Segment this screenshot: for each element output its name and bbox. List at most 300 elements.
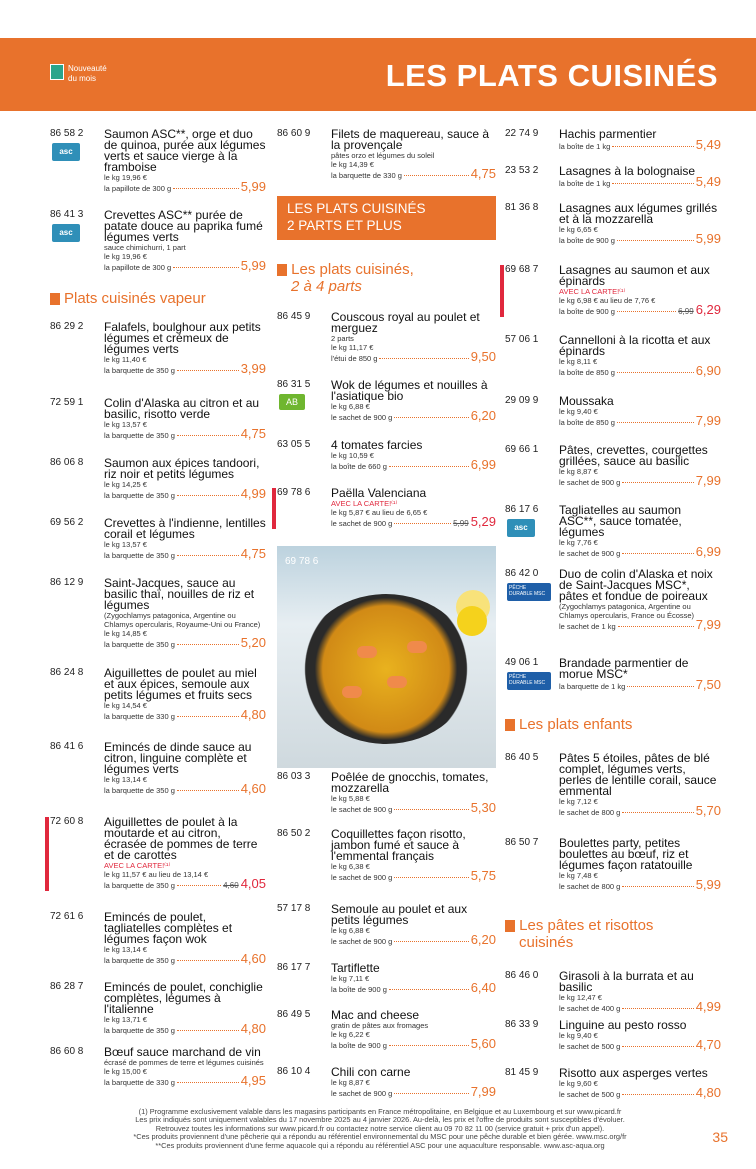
price-line bbox=[104, 635, 266, 650]
price: 5,60 bbox=[470, 1036, 496, 1051]
unit-price: le kg 5,87 € au lieu de 6,65 € bbox=[331, 508, 428, 517]
footer-line: Retrouvez toutes les informations sur www.picard.fr ou contactez notre service client au 09 70 82 11 00 (service gratuit + prix d'un appel). bbox=[155, 1123, 605, 1133]
unit-price: le kg 6,98 € au lieu de 7,76 € bbox=[559, 296, 656, 305]
dotted-leader bbox=[622, 553, 693, 554]
price: 5,49 bbox=[695, 174, 721, 189]
price: 5,30 bbox=[470, 800, 496, 815]
price-line bbox=[104, 258, 266, 273]
dotted-leader bbox=[622, 1008, 693, 1009]
price: 3,99 bbox=[240, 361, 266, 376]
unit-price: le kg 9,60 € bbox=[559, 1079, 598, 1088]
package-size: la papillote de 300 g bbox=[104, 263, 172, 272]
dotted-leader bbox=[177, 370, 239, 371]
product-name: Couscous royal au poulet et merguez bbox=[331, 310, 480, 335]
section-marker-icon bbox=[505, 920, 515, 932]
product-code: 86 49 5 bbox=[277, 1009, 311, 1020]
price: 5,99 bbox=[240, 258, 266, 273]
dotted-leader bbox=[389, 1045, 469, 1046]
product-code: 86 50 7 bbox=[505, 837, 539, 848]
product-description bbox=[104, 398, 266, 440]
product-code: 86 28 7 bbox=[50, 981, 84, 992]
price: 5,49 bbox=[695, 137, 721, 152]
unit-price: le kg 7,48 € bbox=[559, 871, 598, 880]
dotted-leader bbox=[173, 267, 239, 268]
bio-logo-icon: AB bbox=[279, 394, 305, 410]
unit-price: le kg 13,14 € bbox=[104, 775, 147, 784]
dotted-leader bbox=[177, 644, 239, 645]
unit-price: le kg 12,47 € bbox=[559, 993, 602, 1002]
product-description bbox=[559, 335, 721, 377]
product-description bbox=[559, 129, 721, 151]
product-description bbox=[104, 817, 266, 891]
dotted-leader bbox=[394, 1093, 468, 1094]
price-line bbox=[331, 1036, 496, 1051]
price: 4,80 bbox=[695, 1085, 721, 1100]
shrimp-icon bbox=[357, 646, 377, 658]
product-description bbox=[331, 312, 496, 363]
package-size: le sachet de 500 g bbox=[559, 1042, 621, 1051]
package-size: la barquette de 350 g bbox=[104, 956, 175, 965]
price-line bbox=[104, 486, 266, 501]
dotted-leader bbox=[622, 812, 693, 813]
product-name: Chili con carne bbox=[331, 1065, 411, 1079]
product-description bbox=[104, 982, 266, 1035]
unit-price: le kg 10,59 € bbox=[331, 451, 374, 460]
band-line-2: 2 PARTS ET PLUS bbox=[287, 218, 402, 233]
product-description bbox=[559, 396, 721, 427]
price-line bbox=[104, 361, 266, 376]
section-marker-icon bbox=[277, 264, 287, 276]
price: 6,99 bbox=[470, 457, 496, 472]
price-line bbox=[104, 707, 266, 722]
unit-price: le kg 14,25 € bbox=[104, 480, 147, 489]
product-code: 86 58 2 bbox=[50, 128, 84, 139]
price-line bbox=[331, 868, 496, 883]
dotted-leader bbox=[394, 523, 451, 524]
product-description bbox=[331, 129, 496, 180]
price-line bbox=[331, 408, 496, 423]
price: 4,60 bbox=[240, 951, 266, 966]
price-line bbox=[559, 803, 721, 818]
dotted-leader bbox=[612, 183, 693, 184]
unit-price: le kg 6,22 € bbox=[331, 1030, 370, 1039]
package-size: la boîte de 1 kg bbox=[559, 142, 611, 151]
product-code: 86 46 0 bbox=[505, 970, 539, 981]
product-code: 69 68 7 bbox=[505, 264, 539, 275]
lemon-icon bbox=[457, 606, 487, 636]
product-description bbox=[559, 1068, 721, 1099]
price-line bbox=[331, 166, 496, 181]
package-size: la boîte de 850 g bbox=[559, 368, 615, 377]
product-description bbox=[331, 963, 496, 994]
dotted-leader bbox=[177, 435, 239, 436]
product-description bbox=[559, 265, 721, 317]
package-size: la barquette de 350 g bbox=[104, 366, 175, 375]
product-description bbox=[559, 971, 721, 1013]
product-name: Pâtes 5 étoiles, pâtes de blé complet, légumes verts, perles de lentille corail, sauce emmental bbox=[559, 751, 717, 798]
package-size: la barquette de 330 g bbox=[104, 1078, 175, 1087]
unit-price: le kg 11,40 € bbox=[104, 355, 147, 364]
product-detail: (Zygochlamys patagonica, Argentine ou Chlamys opercularis, France ou Écosse) bbox=[559, 602, 695, 620]
product-code: 81 45 9 bbox=[505, 1067, 539, 1078]
product-description bbox=[559, 1020, 721, 1051]
price-line bbox=[559, 1037, 721, 1052]
package-size: la barquette de 330 g bbox=[104, 712, 175, 721]
asc-logo-icon: asc bbox=[52, 143, 80, 161]
msc-logo-icon: PÊCHE DURABLE MSC bbox=[507, 672, 551, 690]
package-size: le sachet de 900 g bbox=[331, 805, 393, 814]
shrimp-icon bbox=[387, 676, 407, 688]
product-code: 86 17 6 bbox=[505, 504, 539, 515]
price: 4,80 bbox=[240, 707, 266, 722]
package-size: la barquette de 350 g bbox=[104, 551, 175, 560]
product-name: Moussaka bbox=[559, 394, 614, 408]
unit-price: le kg 6,88 € bbox=[331, 926, 370, 935]
product-name: Risotto aux asperges vertes bbox=[559, 1066, 708, 1080]
section-vapeur bbox=[50, 290, 206, 307]
price: 4,75 bbox=[470, 166, 496, 181]
product-code: 86 17 7 bbox=[277, 962, 311, 973]
msc-logo-icon: PÊCHE DURABLE MSC bbox=[507, 583, 551, 601]
product-name: Bœuf sauce marchand de vin bbox=[104, 1045, 261, 1059]
product-description bbox=[559, 569, 721, 631]
product-name: Wok de légumes et nouilles à l'asiatique bio bbox=[331, 378, 488, 403]
package-size: le sachet de 500 g bbox=[559, 1090, 621, 1099]
price: 4,75 bbox=[240, 546, 266, 561]
footer-line: Les prix indiqués sont uniquement valables du 17 novembre 2025 au 4 janvier 2026. Au-delà, les prix et l'offre de produits sont susceptibles d'évoluer. bbox=[135, 1115, 625, 1125]
product-name: Mac and cheese bbox=[331, 1008, 420, 1022]
price-line bbox=[559, 1085, 721, 1100]
price: 5,29 bbox=[470, 514, 496, 529]
product-name: Filets de maquereau, sauce à la provençale bbox=[331, 127, 490, 152]
dotted-leader bbox=[177, 1082, 239, 1083]
product-detail: sauce chimichurri, 1 part bbox=[104, 243, 186, 252]
product-code: 72 59 1 bbox=[50, 397, 84, 408]
product-code: 86 45 9 bbox=[277, 311, 311, 322]
product-code: 23 53 2 bbox=[505, 165, 539, 176]
product-detail: écrasé de pommes de terre et légumes cuisinés bbox=[104, 1058, 264, 1067]
dotted-leader bbox=[618, 626, 694, 627]
package-size: la boîte de 900 g bbox=[331, 985, 387, 994]
package-size: la barquette de 350 g bbox=[104, 786, 175, 795]
product-description bbox=[104, 668, 266, 721]
price-line bbox=[559, 413, 721, 428]
product-code: 86 41 6 bbox=[50, 741, 84, 752]
shrimp-icon bbox=[342, 686, 362, 698]
price-line bbox=[559, 174, 721, 189]
price: 7,99 bbox=[470, 1084, 496, 1099]
footer-line: *Ces produits proviennent d'une pêcherie qui a répondu au référentiel environnemental du MSC pour une pêche durable et bien gérée. www.msc.org/fr bbox=[133, 1132, 627, 1142]
product-name: Colin d'Alaska au citron et au basilic, risotto verde bbox=[104, 396, 260, 421]
section-title: Plats cuisinés vapeur bbox=[64, 290, 206, 307]
product-code: 63 05 5 bbox=[277, 439, 311, 450]
price-line bbox=[559, 137, 721, 152]
dotted-leader bbox=[389, 466, 469, 467]
dotted-leader bbox=[627, 686, 693, 687]
old-price: 4,60 bbox=[223, 881, 239, 890]
product-code: 81 36 8 bbox=[505, 202, 539, 213]
price: 5,20 bbox=[240, 635, 266, 650]
product-description bbox=[104, 210, 266, 272]
product-code: 69 66 1 bbox=[505, 444, 539, 455]
promo-marker bbox=[272, 488, 276, 529]
paella-photo bbox=[277, 546, 496, 768]
unit-price: le kg 7,12 € bbox=[559, 797, 598, 806]
dotted-leader bbox=[177, 555, 239, 556]
price-line bbox=[559, 544, 721, 559]
product-code: 72 61 6 bbox=[50, 911, 84, 922]
product-code: 86 10 4 bbox=[277, 1066, 311, 1077]
product-description bbox=[559, 445, 721, 487]
footer-line: **Ces produits proviennent d'une ferme aquacole qui a répondu au référentiel ASC pour une aquaculture responsable. www.asc-aqua.org bbox=[155, 1140, 605, 1150]
unit-price: le kg 15,00 € bbox=[104, 1067, 147, 1076]
price: 5,99 bbox=[695, 231, 721, 246]
old-price: 5,99 bbox=[453, 519, 469, 528]
unit-price: le kg 5,88 € bbox=[331, 794, 370, 803]
package-size: la boîte de 850 g bbox=[559, 418, 615, 427]
price: 4,99 bbox=[695, 999, 721, 1014]
dotted-leader bbox=[617, 311, 676, 312]
product-name: Tartiflette bbox=[331, 961, 380, 975]
price: 6,20 bbox=[470, 932, 496, 947]
product-name: Tagliatelles au saumon ASC**, sauce tomatée, légumes bbox=[559, 503, 682, 539]
product-name: 4 tomates farcies bbox=[331, 438, 423, 452]
dotted-leader bbox=[394, 809, 468, 810]
price: 5,99 bbox=[695, 877, 721, 892]
package-size: le sachet de 900 g bbox=[331, 937, 393, 946]
photo-code: 69 78 6 bbox=[285, 556, 319, 567]
price: 5,99 bbox=[240, 179, 266, 194]
old-price: 6,99 bbox=[678, 307, 694, 316]
card-offer-label: AVEC LA CARTE!⁽¹⁾ bbox=[559, 287, 626, 296]
price-line bbox=[559, 877, 721, 892]
shrimp-icon bbox=[407, 641, 427, 653]
price-line bbox=[104, 876, 266, 891]
product-description bbox=[331, 904, 496, 946]
price: 4,95 bbox=[240, 1073, 266, 1088]
product-name: Pâtes, crevettes, courgettes grillées, sauce au basilic bbox=[559, 443, 708, 468]
unit-price: le kg 6,38 € bbox=[331, 862, 370, 871]
page-number: 35 bbox=[712, 1129, 728, 1145]
section-subtitle: cuisinés bbox=[519, 934, 574, 951]
product-name: Saumon ASC**, orge et duo de quinoa, purée aux légumes verts et sauce vierge à la framboise bbox=[104, 127, 266, 174]
price-line bbox=[559, 302, 721, 317]
product-description bbox=[104, 322, 266, 375]
promo-marker bbox=[45, 817, 49, 891]
unit-price: le kg 19,96 € bbox=[104, 173, 147, 182]
product-description bbox=[331, 1010, 496, 1050]
product-detail: gratin de pâtes aux fromages bbox=[331, 1021, 429, 1030]
package-size: la boîte de 1 kg bbox=[559, 179, 611, 188]
product-name: Lasagnes aux légumes grillés et à la mozzarella bbox=[559, 201, 718, 226]
unit-price: le kg 7,76 € bbox=[559, 538, 598, 547]
product-name: Saumon aux épices tandoori, riz noir et petits légumes bbox=[104, 456, 260, 481]
price: 4,99 bbox=[240, 486, 266, 501]
unit-price: le kg 8,87 € bbox=[559, 467, 598, 476]
price-line bbox=[559, 677, 721, 692]
product-name: Cannelloni à la ricotta et aux épinards bbox=[559, 333, 711, 358]
product-description bbox=[559, 505, 721, 558]
price-line bbox=[104, 1021, 266, 1036]
package-size: la barquette de 1 kg bbox=[559, 682, 626, 691]
product-name: Crevettes ASC** purée de patate douce au paprika fumé légumes verts bbox=[104, 208, 263, 244]
product-code: 49 06 1 bbox=[505, 657, 539, 668]
product-name: Boulettes party, petites boulettes au bœuf, riz et légumes façon ratatouille bbox=[559, 836, 693, 872]
product-name: Semoule au poulet et aux petits légumes bbox=[331, 902, 468, 927]
product-description bbox=[331, 829, 496, 882]
product-code: 22 74 9 bbox=[505, 128, 539, 139]
package-size: le sachet de 900 g bbox=[331, 413, 393, 422]
product-name: Emincés de dinde sauce au citron, linguine complète et légumes verts bbox=[104, 740, 252, 776]
unit-price: le kg 13,71 € bbox=[104, 1015, 147, 1024]
product-code: 86 40 5 bbox=[505, 752, 539, 763]
product-description bbox=[331, 440, 496, 471]
product-code: 69 78 6 bbox=[277, 487, 311, 498]
price-line bbox=[331, 1084, 496, 1099]
promo-marker bbox=[500, 265, 504, 317]
product-description bbox=[104, 1047, 266, 1087]
price: 4,70 bbox=[695, 1037, 721, 1052]
product-code: 86 50 2 bbox=[277, 828, 311, 839]
dotted-leader bbox=[177, 790, 239, 791]
product-name: Duo de colin d'Alaska et noix de Saint-Jacques MSC*, pâtes et fondue de poireaux bbox=[559, 567, 713, 603]
price: 6,29 bbox=[695, 302, 721, 317]
price: 4,05 bbox=[240, 876, 266, 891]
dotted-leader bbox=[394, 941, 468, 942]
footer-notes bbox=[70, 1108, 690, 1150]
product-description bbox=[104, 912, 266, 965]
price-line bbox=[331, 514, 496, 529]
product-name: Emincés de poulet, tagliatelles complètes et légumes façon wok bbox=[104, 910, 233, 946]
product-name: Paëlla Valenciana bbox=[331, 486, 427, 500]
package-size: le sachet de 400 g bbox=[559, 1004, 621, 1013]
unit-price: le kg 13,14 € bbox=[104, 945, 147, 954]
price-line bbox=[331, 800, 496, 815]
product-description bbox=[331, 488, 496, 529]
section-marker-icon bbox=[50, 293, 60, 305]
product-name: Emincés de poulet, conchiglie complètes, légumes à l'italienne bbox=[104, 980, 263, 1016]
unit-price: le kg 7,11 € bbox=[331, 974, 370, 983]
product-name: Coquillettes façon risotto, jambon fumé et sauce à l'emmental français bbox=[331, 827, 466, 863]
dotted-leader bbox=[394, 877, 468, 878]
dotted-leader bbox=[404, 175, 469, 176]
product-detail: pâtes orzo et légumes du soleil bbox=[331, 151, 435, 160]
dotted-leader bbox=[617, 422, 694, 423]
product-code: 86 33 9 bbox=[505, 1019, 539, 1030]
product-code: 86 60 8 bbox=[50, 1046, 84, 1057]
product-name: Lasagnes au saumon et aux épinards bbox=[559, 263, 710, 288]
price-line bbox=[104, 951, 266, 966]
product-description bbox=[559, 838, 721, 891]
product-detail: 2 parts bbox=[331, 334, 354, 343]
dotted-leader bbox=[394, 417, 468, 418]
section-marker-icon bbox=[505, 719, 515, 731]
product-code: 86 03 3 bbox=[277, 771, 311, 782]
price: 7,99 bbox=[695, 413, 721, 428]
dotted-leader bbox=[379, 358, 468, 359]
price: 9,50 bbox=[470, 349, 496, 364]
package-size: la barquette de 350 g bbox=[104, 431, 175, 440]
product-name: Hachis parmentier bbox=[559, 127, 657, 141]
package-size: la papillote de 300 g bbox=[104, 184, 172, 193]
asc-logo-icon: asc bbox=[507, 519, 535, 537]
unit-price: le kg 11,17 € bbox=[331, 343, 374, 352]
card-offer-label: AVEC LA CARTE!⁽¹⁾ bbox=[104, 861, 171, 870]
section-subtitle: 2 à 4 parts bbox=[291, 278, 362, 295]
unit-price: le kg 13,57 € bbox=[104, 540, 147, 549]
product-code: 72 60 8 bbox=[50, 816, 84, 827]
price: 4,80 bbox=[240, 1021, 266, 1036]
product-name: Aiguillettes de poulet au miel et aux épices, semoule aux petits légumes et fruits secs bbox=[104, 666, 257, 702]
package-size: la barquette de 350 g bbox=[104, 881, 175, 890]
package-size: la barquette de 350 g bbox=[104, 491, 175, 500]
product-description bbox=[559, 658, 721, 691]
product-code: 86 60 9 bbox=[277, 128, 311, 139]
product-description bbox=[331, 772, 496, 814]
product-description bbox=[331, 1067, 496, 1098]
price-line bbox=[331, 980, 496, 995]
unit-price: le kg 9,40 € bbox=[559, 407, 598, 416]
dotted-leader bbox=[177, 885, 221, 886]
dotted-leader bbox=[177, 495, 239, 496]
footer-line: (1) Programme exclusivement valable dans les magasins participants en France métropolitaine, en Belgique et au Luxembourg et sur www.picard.fr bbox=[138, 1107, 622, 1116]
dotted-leader bbox=[612, 146, 693, 147]
product-description bbox=[104, 129, 266, 193]
price-line bbox=[104, 179, 266, 194]
unit-price: le kg 6,88 € bbox=[331, 402, 370, 411]
dotted-leader bbox=[177, 716, 239, 717]
section-title: Les plats enfants bbox=[519, 716, 633, 733]
dotted-leader bbox=[389, 989, 469, 990]
dotted-leader bbox=[622, 1094, 693, 1095]
price: 7,50 bbox=[695, 677, 721, 692]
dotted-leader bbox=[617, 240, 694, 241]
unit-price: le kg 8,87 € bbox=[331, 1078, 370, 1087]
package-size: le sachet de 900 g bbox=[559, 478, 621, 487]
package-size: le sachet de 900 g bbox=[559, 549, 621, 558]
product-description bbox=[104, 578, 266, 649]
dotted-leader bbox=[177, 960, 239, 961]
product-description bbox=[559, 753, 721, 817]
dotted-leader bbox=[622, 1046, 693, 1047]
package-size: la boîte de 900 g bbox=[559, 236, 615, 245]
package-size: la barquette de 350 g bbox=[104, 640, 175, 649]
product-code: 86 31 5 bbox=[277, 379, 311, 390]
product-name: Saint-Jacques, sauce au basilic thaï, nouilles de riz et légumes bbox=[104, 576, 255, 612]
package-size: le sachet de 900 g bbox=[331, 519, 393, 528]
package-size: la barquette de 330 g bbox=[331, 171, 402, 180]
page-title: LES PLATS CUISINÉS bbox=[385, 58, 718, 93]
price-line bbox=[104, 1073, 266, 1088]
price: 4,60 bbox=[240, 781, 266, 796]
price-line bbox=[559, 231, 721, 246]
product-name: Aiguillettes de poulet à la moutarde et au citron, écrasée de pommes de terre et de carottes bbox=[104, 815, 258, 862]
package-size: la boîte de 900 g bbox=[559, 307, 615, 316]
product-name: Girasoli à la burrata et au basilic bbox=[559, 969, 694, 994]
product-name: Crevettes à l'indienne, lentilles corail et légumes bbox=[104, 516, 266, 541]
price: 7,99 bbox=[695, 617, 721, 632]
package-size: la barquette de 350 g bbox=[104, 1026, 175, 1035]
product-code: 69 56 2 bbox=[50, 517, 84, 528]
card-offer-label: AVEC LA CARTE!⁽¹⁾ bbox=[331, 499, 398, 508]
product-code: 86 29 2 bbox=[50, 321, 84, 332]
package-size: le sachet de 800 g bbox=[559, 808, 621, 817]
price: 6,99 bbox=[695, 544, 721, 559]
price-line bbox=[331, 349, 496, 364]
dotted-leader bbox=[617, 372, 694, 373]
price-line bbox=[559, 999, 721, 1014]
product-code: 86 12 9 bbox=[50, 577, 84, 588]
